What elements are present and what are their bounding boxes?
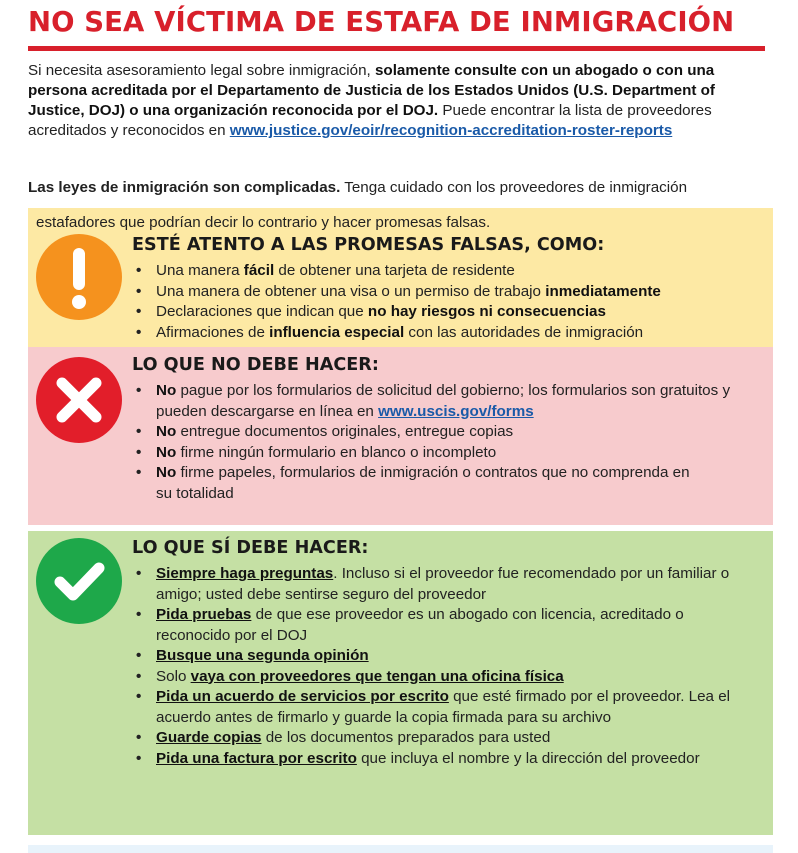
false-promises-panel [28,208,773,347]
list-item [132,605,752,646]
dont-list [132,381,762,504]
do-list [132,564,752,769]
item-text: . Incluso si el proveedor fue recomendado por un familiar o amigo; usted debe sentirse seguro del proveedor [156,565,730,603]
item-bold: inmediatamente [545,282,661,300]
list-item [132,261,661,282]
item-emphasis: Pida una factura por escrito [156,749,357,767]
list-item [132,302,661,323]
next-section-edge [28,845,773,853]
list-item [132,323,661,344]
list-item [132,749,752,770]
title-underline [28,46,765,51]
intro-paragraph [28,61,773,141]
do-panel [28,531,773,835]
intro-text-2: Puede encontrar la lista de proveedores acreditados y reconocidos en [28,102,712,139]
item-text: entregue documentos originales, entregue copias [176,423,514,440]
list-item [132,687,752,728]
do-heading: LO QUE SÍ DEBE HACER: [132,538,369,558]
exclamation-icon [36,234,122,320]
item-bold: No [156,443,177,461]
list-item [132,646,752,667]
false-promises-heading: ESTÉ ATENTO A LAS PROMESAS FALSAS, COMO: [132,235,605,255]
item-bold: No [156,423,177,440]
item-text: con las autoridades de inmigración [404,323,644,341]
item-text: pague por los formularios de solicitud del gobierno; los formularios son gratuitos y pueden descargarse en línea en [156,382,731,420]
item-bold: no hay riesgos ni consecuencias [367,303,606,320]
item-bold: No [156,464,177,481]
item-text: Afirmaciones de [156,323,270,341]
item-bold: No [156,382,177,399]
item-bold: influencia especial [269,323,405,341]
item-emphasis: Busque una segunda opinión [156,647,369,664]
list-item [132,422,762,443]
item-emphasis: Siempre haga preguntas [156,565,334,582]
checkmark-icon [36,538,122,624]
item-emphasis: Guarde copias [156,729,262,746]
laws-sentence [28,178,788,198]
item-text: de que ese proveedor es un abogado con licencia, acreditado o reconocido por el DOJ [156,606,684,644]
list-item [132,667,752,688]
intro-bold: solamente consulte con un abogado o con una persona acreditada por el Departamento de Justicia de los Estados Unidos (U.S. Department of Justice, DOJ) o una organización reconocida por el DOJ. [28,62,715,119]
dont-panel [28,347,773,525]
item-text: Una manera [156,262,244,279]
item-emphasis: Pida un acuerdo de servicios por escrito [156,688,449,705]
list-item [132,282,661,303]
item-text: Declaraciones que indican que [156,303,368,320]
item-text: de los documentos preparados para usted [261,729,551,746]
item-text: de obtener una tarjeta de residente [274,262,515,279]
x-mark-icon [36,357,122,443]
dont-heading: LO QUE NO DEBE HACER: [132,355,379,375]
item-text: Una manera de obtener una visa o un permiso de trabajo [156,282,546,300]
list-item [132,443,762,464]
intro-text-1: Si necesita asesoramiento legal sobre inmigración, [28,62,375,79]
list-item [132,564,752,605]
item-text: firme papeles, formularios de inmigración o contratos que no comprenda en su totalidad [156,464,690,502]
page-title: NO SEA VÍCTIMA DE ESTAFA DE INMIGRACIÓN [28,6,735,38]
item-emphasis: vaya con proveedores que tengan una oficina física [190,667,564,685]
false-promises-list [132,261,661,343]
item-text: Solo [156,667,191,685]
item-emphasis: Pida pruebas [156,606,252,623]
laws-continuation: estafadores que podrían decir lo contrario y hacer promesas falsas. [36,214,491,231]
uscis-forms-link[interactable]: www.uscis.gov/forms [378,402,534,420]
item-bold: fácil [243,262,275,279]
list-item [132,728,752,749]
justice-roster-link[interactable]: www.justice.gov/eoir/recognition-accreditation-roster-reports [229,122,673,139]
item-text: firme ningún formulario en blanco o incompleto [176,443,497,461]
laws-text: Tenga cuidado con los proveedores de inmigración [340,179,688,196]
item-text: que incluya el nombre y la dirección del proveedor [356,749,700,767]
item-text: que esté firmado por el proveedor. Lea el acuerdo antes de firmarlo y guarde la copia firmada para su archivo [156,688,731,726]
list-item [132,463,762,504]
list-item [132,381,762,422]
laws-bold: Las leyes de inmigración son complicadas. [28,179,341,196]
